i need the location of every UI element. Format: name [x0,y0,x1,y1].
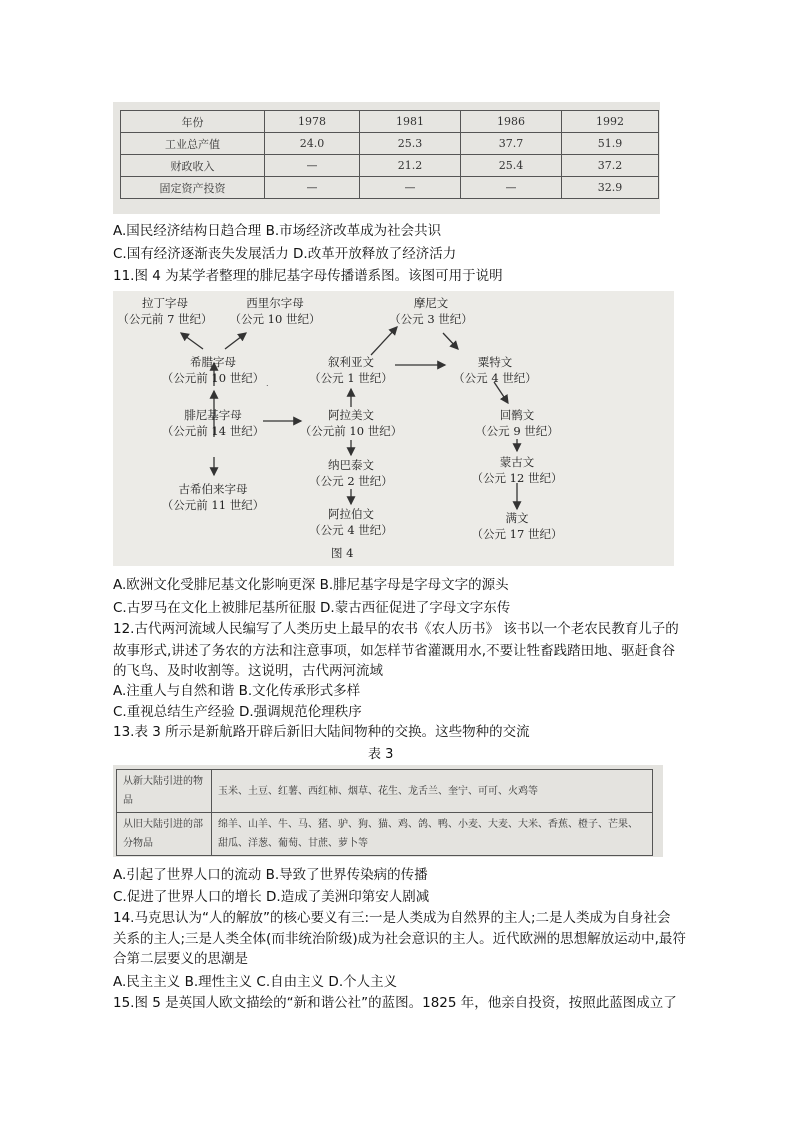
node-syriac [301,354,401,386]
node-date: （公元 17 世纪） [471,527,563,541]
node-uyghur [467,407,567,439]
table-cell: 年份 [121,111,265,133]
node-manchu [467,510,567,542]
node-name: 古希伯来字母 [178,482,248,496]
node-name: 纳巴泰文 [328,458,374,472]
q14-stem-line2: 关系的主人;三是人类全体(而非统治阶级)成为社会意识的主人。近代欧洲的思想解放运动中,最符 [113,931,686,947]
table-cell: — [265,155,360,177]
node-name: 满文 [505,511,529,525]
table-row [121,177,659,199]
table-cell: 工业总产值 [121,133,265,155]
node-date: （公元前 7 世纪） [117,312,213,326]
q14-stem-line1: 14.马克思认为“人的解放”的核心要义有三:一是人类成为自然界的主人;二是人类成为自身社会 [113,910,671,926]
q12-options-cd: C.重视总结生产经验 D.强调规范伦理秩序 [113,704,362,720]
arrow [225,333,246,349]
node-sogdian [445,354,545,386]
node-name: 希腊字母 [190,355,236,369]
q15-stem: 15.图 5 是英国人欧文描绘的“新和谐公社”的蓝图。1825 年，他亲自投资，按照此蓝图成立了 [113,995,677,1011]
table-row [117,813,653,856]
table-row-header: 从新大陆引进的物品 [117,770,212,813]
node-date: （公元前 14 世纪） [161,424,265,438]
q12-options-ab: A.注重人与自然和谐 B.文化传承形式多样 [113,683,361,699]
node-name: 粟特文 [477,355,513,369]
node-arabic [301,506,401,538]
table-cell: 1981 [360,111,461,133]
arrow [371,327,397,355]
node-mani [381,295,481,327]
q11-options-ab: A.欧洲文化受腓尼基文化影响更深 B.腓尼基字母是字母文字的源头 [113,577,509,593]
table-cell: 32.9 [562,177,659,199]
table-cell: 37.2 [562,155,659,177]
node-name: 阿拉伯文 [328,507,374,521]
node-greek [153,354,273,386]
table-cell: — [461,177,562,199]
node-date: （公元 3 世纪） [389,312,473,326]
table-cell: 37.7 [461,133,562,155]
node-phoenician [153,407,273,439]
q12-stem-line3: 的飞鸟、及时收割等。这说明，古代两河流域 [113,663,383,679]
table-cell: 51.9 [562,133,659,155]
svg-text:.: . [266,379,269,388]
node-aramaic [291,407,411,439]
node-latin [115,295,215,327]
q13-stem: 13.表 3 所示是新航路开辟后新旧大陆间物种的交换。这些物种的交流 [113,724,530,740]
table-row [117,770,653,813]
table-cell: 24.0 [265,133,360,155]
table-row-header: 从旧大陆引进的部分物品 [117,813,212,856]
figure-caption: 图 4 [331,546,354,560]
q11-stem: 11.图 4 为某学者整理的腓尼基字母传播谱系图。该图可用于说明 [113,268,503,284]
node-date: （公元前 11 世纪） [161,498,265,512]
table3-title: 表 3 [368,747,394,762]
table-cell: 1978 [265,111,360,133]
q10-options-ab: A.国民经济结构日趋合理 B.市场经济改革成为社会共识 [113,223,442,239]
table-cell: 财政收入 [121,155,265,177]
table-cell: 固定资产投资 [121,177,265,199]
node-name: 腓尼基字母 [184,408,242,422]
node-name: 阿拉美文 [328,408,374,422]
economy-table [120,110,659,199]
phoenician-alphabet-diagram [113,291,674,566]
node-date: （公元前 10 世纪） [299,424,403,438]
table-cell: — [265,177,360,199]
table-cell: 玉米、土豆、红薯、西红柿、烟草、花生、龙舌兰、奎宁、可可、火鸡等 [212,770,653,813]
q14-stem-line3: 合第二层要义的思潮是 [113,951,248,967]
node-name: 西里尔字母 [246,296,304,310]
node-cyrillic [225,295,325,327]
q13-options-ab: A.引起了世界人口的流动 B.导致了世界传染病的传播 [113,867,428,883]
q12-stem-line2: 故事形式,讲述了务农的方法和注意事项，如怎样节省灌溉用水,不要让牲畜践踏田地、驱赶食谷 [113,643,676,659]
table-cell: — [360,177,461,199]
node-mongol [467,454,567,486]
node-name: 蒙古文 [499,455,535,469]
economy-table-image [113,102,660,214]
node-date: （公元 12 世纪） [471,471,563,485]
node-date: （公元 1 世纪） [309,371,393,385]
table-row [121,133,659,155]
node-name: 拉丁字母 [142,296,188,310]
node-date: （公元 10 世纪） [229,312,321,326]
arrow [181,333,203,349]
table-row [121,155,659,177]
q10-options-cd: C.国有经济逐渐丧失发展活力 D.改革开放释放了经济活力 [113,246,457,262]
q13-options-cd: C.促进了世界人口的增长 D.造成了美洲印第安人剧减 [113,889,430,905]
table-header-row [121,111,659,133]
table-cell: 1986 [461,111,562,133]
node-date: （公元 4 世纪） [453,371,537,385]
arrow [443,333,458,349]
node-name: 回鹘文 [499,408,535,422]
table-cell: 绵羊、山羊、牛、马、猪、驴、狗、猫、鸡、鸽、鸭、小麦、大麦、大米、香蕉、橙子、芒果、甜瓜、洋葱、葡萄、甘蔗、萝卜等 [212,813,653,856]
node-date: （公元 4 世纪） [309,523,393,537]
q12-stem-line1: 12.古代两河流域人民编写了人类历史上最早的农书《农人历书》 该书以一个老农民教育儿子的 [113,621,679,637]
node-nabataean [301,457,401,489]
species-exchange-table [116,769,653,856]
q11-options-cd: C.古罗马在文化上被腓尼基所征服 D.蒙古西征促进了字母文字东传 [113,600,511,616]
table-cell: 1992 [562,111,659,133]
species-table-image [113,765,663,857]
node-date: （公元 2 世纪） [309,474,393,488]
table-cell: 25.4 [461,155,562,177]
q14-options: A.民主主义 B.理性主义 C.自由主义 D.个人主义 [113,974,398,990]
node-name: 叙利亚文 [328,355,374,369]
node-date: （公元前 10 世纪） [161,371,265,385]
node-hebrew [153,481,273,513]
table-cell: 21.2 [360,155,461,177]
node-date: （公元 9 世纪） [475,424,559,438]
node-name: 摩尼文 [413,296,449,310]
table-cell: 25.3 [360,133,461,155]
